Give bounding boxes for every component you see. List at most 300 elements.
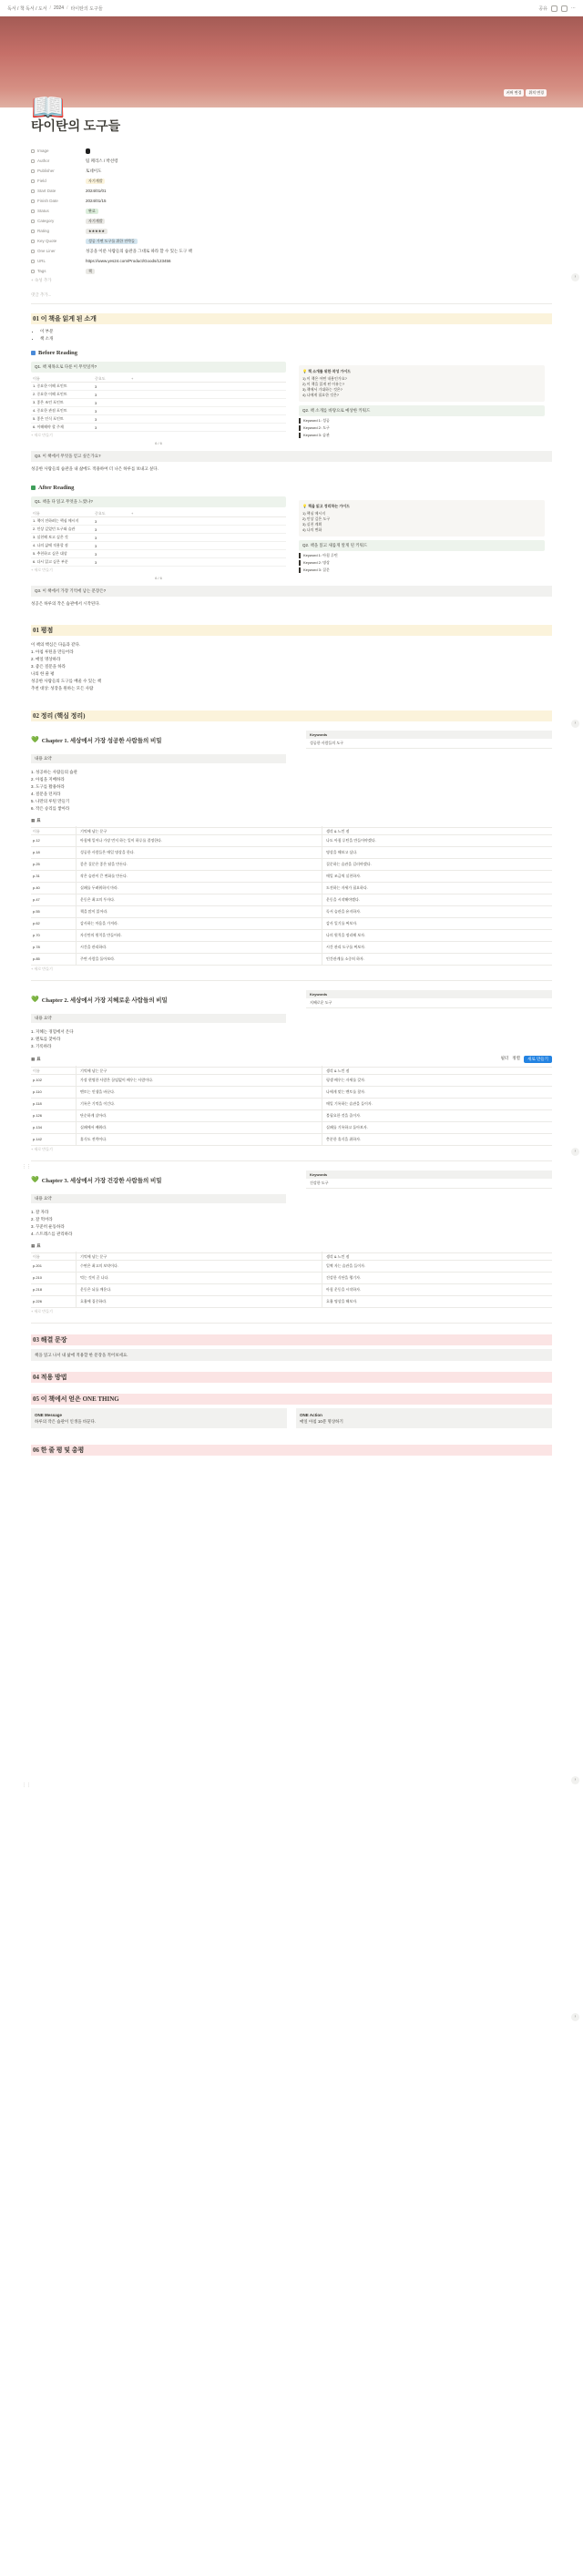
table-cell[interactable]: 4. 중요한 관점 포인트 (33, 408, 67, 413)
page-cell[interactable]: p.126 (31, 1110, 77, 1121)
side-toggle-icon[interactable]: › (571, 2013, 579, 2021)
thought-cell[interactable]: 명상을 해보고 싶다. (326, 850, 358, 854)
property-label: Tags (37, 269, 46, 273)
column-header[interactable]: 생각 & 느낀 점 (326, 1068, 350, 1073)
property-row[interactable] (31, 186, 552, 196)
table-row[interactable] (31, 1296, 552, 1308)
table-row[interactable] (31, 835, 552, 847)
column-header[interactable]: 이름 (33, 375, 40, 381)
cover-controls (504, 89, 547, 97)
property-value[interactable] (86, 259, 552, 263)
table-cell[interactable]: 3 (95, 543, 97, 548)
quote-cell[interactable]: 호흡에 집중하라. (77, 1296, 322, 1307)
page-cell[interactable]: p.134 (31, 1122, 77, 1133)
property-label: Finish Date (37, 199, 58, 203)
thought-cell[interactable]: 매일 기록하는 습관을 들이자. (326, 1101, 373, 1106)
page-cover (0, 16, 583, 107)
page-cell[interactable]: p.85 (31, 954, 77, 965)
review-line: 추천 대상: 성장을 원하는 모든 사람 (31, 686, 94, 690)
thought-cell[interactable]: 나도 아침 루틴을 만들어야겠다. (326, 838, 376, 843)
property-label: Rating (37, 229, 50, 233)
column-header[interactable]: 이름 (31, 1066, 77, 1077)
drag-handle-icon[interactable]: ⋮⋮ (22, 1783, 31, 1788)
property-row[interactable] (31, 206, 552, 216)
guide-item: 1) 이 책은 어떤 내용인가요? (302, 376, 347, 381)
table-header (31, 375, 286, 383)
guide-item: 1) 핵심 메시지 (302, 511, 326, 516)
thought-cell[interactable]: 감사 일기를 써보자. (326, 921, 358, 925)
chapter-title[interactable] (31, 731, 286, 749)
property-icon (31, 189, 35, 193)
table-cell[interactable]: 3 (95, 518, 97, 524)
table-row[interactable] (31, 534, 286, 542)
quote-cell[interactable]: 단순하게 살아라. (77, 1110, 322, 1121)
table-name[interactable] (31, 818, 41, 823)
table-cell[interactable]: 5. 좋은 인식 포인트 (33, 416, 64, 421)
table-row[interactable] (31, 847, 552, 859)
table-icon: ▦ (31, 1243, 36, 1248)
card-title: ONE Message (35, 1413, 63, 1417)
keywords-value[interactable]: 건강한 도구 (306, 1179, 552, 1189)
quote-cell[interactable]: 실패에서 배워라. (77, 1122, 322, 1133)
divider (31, 1160, 552, 1161)
quote-cell[interactable]: 먹는 것이 곧 나다. (77, 1273, 322, 1283)
column-header[interactable]: 기억에 남는 문구 (77, 826, 322, 837)
add-comment-field[interactable]: 댓글 추가... (31, 292, 552, 304)
property-row[interactable] (31, 256, 552, 266)
property-value[interactable] (86, 169, 552, 174)
chapter-block (31, 1170, 552, 1324)
page-cell[interactable]: p.40 (31, 883, 77, 894)
table-row[interactable] (31, 550, 286, 558)
new-row-button[interactable]: + 새로 만들기 (31, 433, 53, 437)
table-toolbar (31, 818, 552, 823)
answer-text[interactable]: 성공은 하루의 작은 습관에서 시작된다. (31, 601, 100, 606)
table-icon: ▦ (31, 1057, 36, 1061)
table-cell[interactable]: 3 (95, 400, 97, 405)
quote-cell[interactable]: 작은 습관이 큰 변화를 만든다. (77, 871, 322, 882)
table-cell[interactable]: 3 (95, 559, 97, 565)
table-action-button[interactable]: 필터 (500, 1056, 509, 1060)
book-icon[interactable]: 📖 (31, 93, 66, 123)
guide-item: 2) 인상 깊은 도구 (302, 516, 331, 521)
column-header[interactable]: 이름 (31, 1252, 77, 1262)
quote-table (31, 1252, 552, 1308)
new-row-button[interactable]: + 새로 만들기 (31, 1309, 53, 1314)
column-header[interactable]: 생각 & 느낀 점 (326, 1253, 350, 1259)
table-row[interactable] (31, 407, 286, 415)
summary-item: 5. 나만의 루틴 만들기 (31, 799, 70, 803)
quote-cell[interactable]: 수면은 최고의 보약이다. (77, 1261, 322, 1272)
card-text: 하루의 작은 습관이 인생을 바꾼다. (35, 1419, 97, 1424)
quote-cell[interactable]: 가장 현명한 사람은 끊임없이 배우는 사람이다. (77, 1075, 322, 1086)
table-row[interactable] (31, 399, 286, 407)
chapter-title-text: Chapter 3. 세상에서 가장 건강한 사람들의 비밀 (41, 1177, 162, 1184)
chapter-title[interactable] (31, 1170, 286, 1189)
table-row[interactable] (31, 1134, 552, 1146)
property-value[interactable] (86, 148, 552, 154)
property-value-text: 토네이도 (86, 168, 102, 173)
table-action-button[interactable]: 정렬 (512, 1056, 520, 1060)
review-line: 2. 매일 명상하라 (31, 657, 61, 661)
table-header (31, 510, 286, 517)
heart-icon: 💚 (31, 996, 39, 1003)
new-row-button[interactable]: + 새로 만들기 (31, 966, 53, 971)
property-label: URL (37, 259, 46, 263)
square-icon (31, 351, 36, 355)
table-row[interactable] (31, 906, 552, 918)
share-button[interactable]: 공유 (538, 5, 547, 12)
thought-cell[interactable]: 나의 원칙을 정리해 보자. (326, 933, 366, 937)
page-cell[interactable]: p.201 (31, 1261, 77, 1272)
table-toolbar (31, 1243, 552, 1249)
section-heading-review: 01 평점 (31, 625, 552, 636)
square-icon (31, 486, 36, 490)
section-heading-final: 06 한 줄 평 및 총평 (31, 1445, 552, 1456)
property-icon (31, 179, 35, 183)
thought-cell[interactable]: 독서 습관을 유지하자. (326, 909, 362, 914)
table-row[interactable] (31, 383, 286, 391)
column-header[interactable]: 중요도 (95, 510, 106, 516)
page-cell[interactable]: p.31 (31, 871, 77, 882)
property-key (31, 259, 86, 263)
property-row[interactable] (31, 246, 552, 256)
page-title[interactable]: 타이탄의 도구들 (31, 120, 121, 134)
property-value[interactable] (86, 269, 552, 274)
thought-cell[interactable]: 시간 관리 도구를 써보자. (326, 945, 366, 949)
table-cell[interactable]: 3 (95, 416, 97, 422)
property-value-text: 성공을 이룬 사람들의 습관을 그대로 따라 할 수 있는 도구 책 (86, 248, 192, 253)
property-row[interactable] (31, 266, 552, 276)
breadcrumb-item[interactable]: 독서 / 책 독서 / 도서 (7, 5, 47, 12)
page-cell[interactable]: p.25 (31, 859, 77, 870)
thought-cell[interactable]: 운동을 시작해야겠다. (326, 897, 360, 902)
table-cell[interactable]: 3 (95, 408, 97, 414)
summary-heading: 내용 요약 (31, 1194, 286, 1203)
breadcrumb-item[interactable]: 타이탄의 도구들 (70, 5, 103, 12)
keyword-callout: Q2. 책 소개를 바탕으로 예상한 키워드 (299, 405, 545, 416)
property-row[interactable] (31, 196, 552, 206)
column-header[interactable]: + (131, 376, 134, 381)
page-cell[interactable]: p.18 (31, 847, 77, 858)
guide-item: 4) 나에게 필요한 것은? (302, 393, 340, 397)
table-cell[interactable]: 2. 인상 깊었던 도구와 습관 (33, 526, 76, 531)
column-header[interactable]: 기억에 남는 문구 (77, 1252, 322, 1262)
quote-cell[interactable]: 운동은 뇌를 깨운다. (77, 1284, 322, 1295)
side-toggle-icon[interactable]: › (571, 720, 579, 728)
table-row[interactable] (31, 526, 286, 534)
property-value[interactable] (86, 199, 552, 203)
keyword-item: Keyword 2: 명상 (299, 560, 545, 566)
table-name[interactable] (31, 1243, 41, 1249)
table-header (31, 827, 552, 835)
table-row[interactable] (31, 415, 286, 424)
drag-handle-icon[interactable]: ⋮⋮ (22, 1164, 31, 1170)
table-header (31, 1067, 552, 1075)
side-toggle-icon[interactable]: › (571, 1776, 579, 1784)
chapter-title-text: Chapter 2. 세상에서 가장 지혜로운 사람들의 비밀 (41, 997, 168, 1004)
more-button[interactable]: ⋯ (571, 5, 576, 11)
table-cell[interactable]: 2. 중요한 이해 포인트 (33, 392, 67, 396)
divider (31, 1323, 552, 1324)
table-row[interactable] (31, 1284, 552, 1296)
comment-icon[interactable] (551, 5, 557, 12)
keywords-value[interactable]: 성공한 사람들의 도구 (306, 739, 552, 749)
summary-heading: 내용 요약 (31, 1014, 286, 1023)
property-value[interactable] (86, 179, 552, 184)
before-right-column (299, 362, 545, 445)
quote-cell[interactable]: 좋은 질문은 좋은 답을 만든다. (77, 859, 322, 870)
page-cell[interactable]: p.47 (31, 894, 77, 905)
table-row[interactable] (31, 954, 552, 966)
table-cell[interactable]: 6. 이해해야 할 주제 (33, 424, 64, 429)
thought-cell[interactable]: 도전하는 자세가 필요하다. (326, 885, 368, 890)
property-value[interactable] (86, 158, 552, 164)
table-icon: ▦ (31, 818, 36, 823)
review-line: 3. 좋은 질문을 하라 (31, 664, 66, 669)
solution-note[interactable]: 책을 읽고 나서 내 삶에 적용할 한 문장을 적어보세요. (31, 1349, 552, 1361)
property-key (31, 179, 86, 183)
property-value-text: ★★★★★ (86, 229, 107, 234)
quote-cell[interactable]: 성공한 사람들은 매일 명상을 한다. (77, 847, 322, 858)
table-row[interactable] (31, 517, 286, 526)
table-row[interactable] (31, 1087, 552, 1099)
property-value-text: 자기계발 (86, 179, 105, 184)
summary-list (31, 1028, 552, 1050)
page-cell[interactable]: p.218 (31, 1284, 77, 1295)
keywords-value[interactable]: 지혜로운 도구 (306, 998, 552, 1008)
thought-cell[interactable]: 충분한 휴식을 취하자. (326, 1137, 362, 1141)
table-row[interactable] (31, 542, 286, 550)
table-row[interactable] (31, 558, 286, 567)
guide-item: 3) 책에서 기대하는 것은? (302, 387, 343, 392)
heart-icon: 💚 (31, 736, 39, 743)
keyword-item: Keyword 1: 성공 (299, 418, 545, 424)
question-callout: Q1. 책을 다 읽고 무엇을 느꼈나? (31, 496, 286, 507)
page-cell[interactable]: p.78 (31, 942, 77, 953)
review-line: 이 책의 핵심은 다음과 같다. (31, 642, 81, 647)
property-row[interactable] (31, 176, 552, 186)
property-value[interactable] (86, 189, 552, 193)
quote-cell[interactable]: 아침에 일어나 가장 먼저 하는 일이 하루를 결정한다. (77, 835, 322, 846)
section-heading-solution: 03 해결 문장 (31, 1334, 552, 1345)
property-value[interactable] (86, 249, 552, 254)
one-action-card[interactable] (296, 1408, 552, 1428)
property-label: Key Quote (37, 239, 57, 243)
quote-cell[interactable]: 실패를 두려워하지 마라. (77, 883, 322, 894)
table-cell[interactable]: 3 (95, 551, 97, 557)
review-line: 1. 아침 루틴을 만들어라 (31, 649, 74, 654)
table-row[interactable] (31, 1273, 552, 1284)
chapter-block (31, 731, 552, 981)
column-header[interactable]: + (131, 511, 134, 516)
thought-cell[interactable]: 질문하는 습관을 길러야겠다. (326, 862, 372, 866)
table-cell[interactable]: 5. 추천하고 싶은 대상 (33, 551, 67, 556)
page-cell[interactable]: p.110 (31, 1087, 77, 1098)
thought-cell[interactable]: 평생 배우는 자세를 갖자. (326, 1078, 366, 1082)
quote-cell[interactable]: 멘토는 인생을 바꾼다. (77, 1087, 322, 1098)
keyword-item: Keyword 3: 습관 (299, 433, 545, 438)
table-cell[interactable]: 3 (95, 526, 97, 532)
side-toggle-icon[interactable]: › (571, 1148, 579, 1156)
add-property-button[interactable]: + 속성 추가 (31, 278, 52, 282)
table-row[interactable] (31, 1261, 552, 1273)
guide-callout (299, 365, 545, 402)
one-message-card[interactable] (31, 1408, 287, 1428)
column-header[interactable]: 기억에 남는 문구 (77, 1066, 322, 1077)
page-cell[interactable]: p.118 (31, 1099, 77, 1109)
table-row[interactable] (31, 1075, 552, 1087)
thought-cell[interactable]: 호흡 명상을 해보자. (326, 1299, 358, 1303)
property-key (31, 158, 86, 163)
table-cell[interactable]: 3. 좋은 조언 포인트 (33, 400, 64, 404)
summary-item: 3. 꾸준히 운동하라 (31, 1224, 65, 1229)
property-icon (31, 210, 35, 213)
property-label: Author (37, 158, 50, 163)
quote-cell[interactable]: 주변 사람을 돌아보라. (77, 954, 322, 965)
side-toggle-icon[interactable]: › (571, 273, 579, 281)
quote-cell[interactable]: 감사하는 마음을 가져라. (77, 918, 322, 929)
page-cell[interactable]: p.55 (31, 906, 77, 917)
page-cell[interactable]: p.70 (31, 930, 77, 941)
table-name[interactable] (31, 1057, 41, 1062)
table-row[interactable] (31, 391, 286, 399)
table-cell[interactable]: 1. 책이 전하려는 핵심 메시지 (33, 518, 79, 523)
table-cell[interactable]: 3 (95, 383, 97, 389)
thought-cell[interactable]: 실패를 기록하고 돌아보자. (326, 1125, 368, 1130)
thought-cell[interactable]: 일찍 자는 습관을 들이자. (326, 1263, 366, 1268)
table-row[interactable] (31, 859, 552, 871)
card-title: ONE Action (300, 1413, 322, 1417)
property-icon (31, 159, 35, 163)
property-key (31, 269, 86, 273)
table-row[interactable] (31, 871, 552, 883)
table-cell[interactable]: 6. 다시 읽고 싶은 부분 (33, 559, 68, 564)
summary-item: 2. 멘토를 찾아라 (31, 1037, 61, 1041)
property-row[interactable] (31, 216, 552, 226)
property-value[interactable] (86, 229, 552, 234)
chapter-title[interactable] (31, 990, 286, 1008)
summary-heading: 내용 요약 (31, 754, 286, 763)
page-cell[interactable]: p.102 (31, 1075, 77, 1086)
table-cell[interactable]: 3. 실천해 보고 싶은 것 (33, 535, 68, 539)
keywords-box (306, 731, 552, 749)
page-cell[interactable]: p.226 (31, 1296, 77, 1307)
table-row[interactable] (31, 883, 552, 894)
property-row[interactable] (31, 226, 552, 236)
thought-cell[interactable]: 건강한 식단을 챙기자. (326, 1275, 362, 1280)
after-reading-columns (31, 496, 552, 580)
page-cell[interactable]: p.142 (31, 1134, 77, 1145)
page-content (31, 109, 552, 1456)
reposition-cover-button[interactable]: 위치 변경 (526, 89, 547, 97)
chapter-header (31, 731, 552, 749)
before-reading-columns (31, 362, 552, 445)
summary-item: 4. 스트레스를 관리하라 (31, 1232, 73, 1236)
divider (31, 980, 552, 981)
property-value[interactable] (86, 239, 552, 244)
one-thing-cards (31, 1408, 552, 1428)
property-value-text: 자기계발 (86, 219, 105, 224)
column-header[interactable]: 이름 (33, 510, 40, 516)
quote-cell[interactable]: 시간을 관리하라. (77, 942, 322, 953)
table-cell[interactable]: 3 (95, 535, 97, 540)
property-row[interactable] (31, 236, 552, 246)
guide-item: 2) 이 책을 읽게 된 이유는? (302, 382, 345, 386)
quote-cell[interactable]: 자신만의 원칙을 만들어라. (77, 930, 322, 941)
keywords-box (306, 1170, 552, 1189)
property-value-text: https://www.yes24.com/Product/Goods/123456 (86, 259, 171, 263)
section-heading-chapters: 02 정리 (핵심 정리) (31, 710, 552, 721)
column-header[interactable]: 생각 & 느낀 점 (326, 828, 350, 833)
table-row[interactable] (31, 424, 286, 432)
star-icon[interactable] (561, 5, 568, 12)
property-label: Category (37, 219, 55, 223)
property-icon (31, 250, 35, 253)
question-callout: Q3. 이 책에서 무엇을 얻고 싶은가요? (31, 451, 552, 462)
table-cell[interactable]: 3 (95, 424, 97, 430)
property-row[interactable] (31, 156, 552, 166)
table-cell[interactable]: 4. 나의 삶에 적용할 점 (33, 543, 68, 547)
table-row[interactable] (31, 942, 552, 954)
after-left-column (31, 496, 286, 580)
summary-item: 4. 질문을 던져라 (31, 792, 61, 796)
answer-text[interactable]: 성공한 사람들의 습관을 내 삶에도 적용하여 더 나은 하루를 보내고 싶다. (31, 466, 159, 471)
table-row[interactable] (31, 894, 552, 906)
table-row[interactable] (31, 1099, 552, 1110)
breadcrumb-item[interactable]: 2024 (53, 5, 65, 11)
column-header[interactable]: 중요도 (95, 375, 106, 381)
page-cell[interactable]: p.62 (31, 918, 77, 929)
quote-cell[interactable]: 책을 많이 읽어라. (77, 906, 322, 917)
property-row[interactable] (31, 166, 552, 176)
thought-cell[interactable]: 인간관계를 소중히 하자. (326, 956, 364, 961)
page-cell[interactable]: p.210 (31, 1273, 77, 1283)
property-key (31, 199, 86, 203)
row-count: 6 / 6 (155, 576, 162, 580)
thought-cell[interactable]: 아침 운동을 시작하자. (326, 1287, 362, 1292)
table-cell[interactable]: 1. 중요한 이해 포인트 (33, 383, 67, 388)
table-row[interactable] (31, 1122, 552, 1134)
page-cell[interactable]: p.12 (31, 835, 77, 846)
property-icon (31, 199, 35, 203)
quote-cell[interactable]: 휴식도 전략이다. (77, 1134, 322, 1145)
new-row-button[interactable]: + 새로 만들기 (31, 567, 53, 572)
quote-cell[interactable]: 기록은 기억을 이긴다. (77, 1099, 322, 1109)
table-row[interactable] (31, 1110, 552, 1122)
property-label: Status (37, 209, 49, 213)
quote-cell[interactable]: 운동은 최고의 투자다. (77, 894, 322, 905)
thought-cell[interactable]: 불필요한 것을 줄이자. (326, 1113, 362, 1118)
property-icon (31, 270, 35, 273)
table-cell[interactable]: 3 (95, 392, 97, 397)
table-row[interactable] (31, 930, 552, 942)
column-header[interactable]: 이름 (31, 826, 77, 837)
property-value[interactable] (86, 219, 552, 224)
review-line: 나의 한 줄 평 (31, 671, 55, 676)
keyword-item: Keyword 1: 아침 루틴 (299, 553, 545, 558)
new-row-button[interactable]: + 새로 만들기 (31, 1147, 53, 1151)
thought-cell[interactable]: 매일 조금씩 실천하자. (326, 874, 362, 878)
property-value[interactable] (86, 209, 552, 214)
property-row[interactable] (31, 146, 552, 156)
summary-item: 6. 작은 승리를 쌓아라 (31, 806, 70, 811)
table-action-button[interactable]: 새로 만들기 (524, 1056, 552, 1063)
after-table (31, 510, 286, 567)
change-cover-button[interactable]: 커버 변경 (504, 89, 525, 97)
table-row[interactable] (31, 918, 552, 930)
thought-cell[interactable]: 나에게 맞는 멘토를 찾자. (326, 1089, 366, 1094)
